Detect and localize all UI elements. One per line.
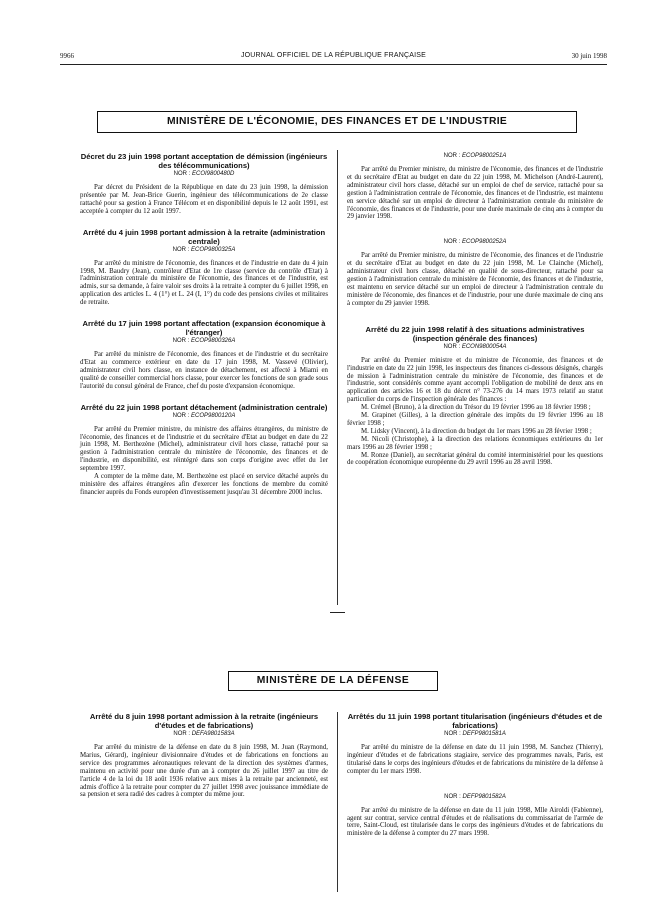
nor-reference [80,246,328,255]
nor-prefix: NOR : [443,153,461,159]
section-defense-right-column [347,712,603,838]
nor-code: ECOP9800325A [190,246,236,253]
article [347,793,603,839]
nor-prefix: NOR : [173,731,191,737]
nor-code: DEFP9801581A [462,731,506,737]
article-title: Décret du 23 juin 1998 portant acceptation de démission (ingénieurs des télécommunications) [80,152,328,170]
article [80,228,328,307]
nor-reference [80,170,328,179]
article-paragraph: M. Grapinet (Gilles), à la direction générale des impôts du 19 février 1996 au 18 février 1998 ; [347,412,603,427]
section-defense-left-column [80,712,328,799]
section-economie-right-column [347,152,603,467]
journal-title: JOURNAL OFFICIEL DE LA RÉPUBLIQUE FRANÇAISE [240,52,427,59]
nor-prefix: NOR : [443,239,461,246]
article-spacer [80,391,328,403]
article-spacer [80,307,328,319]
article-paragraph: Par arrêté du ministre de la défense en date du 8 juin 1998, M. Juan (Raymond, Marius, Gérard), ingénieur divisionnaire d'études et de fabrications en fonctions au service des programmes aéronautiques relevant de la direction des systèmes d'armes, maintenu en activité pour une durée d'un an à compter du 26 juillet 1997 au titre de l'article 4 de la loi du 18 août 1936 relative aux mises à la retraite par ancienneté, est admis d'office à la retraite pour compter du 27 juillet 1998 avec jouissance immédiate de sa pension et sera radié des cadres à compter du même jour. [80,744,328,799]
article-paragraph: Par arrêté du ministre de l'économie, des finances et de l'industrie et du secrétaire d'Etat au commerce extérieur en date du 17 juin 1998, M. Vassevé (Olivier), administrateur civil hors classe, en instance de détachement, est affecté à Miami en qualité de conseiller commercial hors classe, pour exercer les fonctions de son grade sous l'autorité du consul général de France, chef du poste d'expansion économique. [80,351,328,390]
article [347,238,603,307]
article-title: Arrêté du 4 juin 1998 portant admission à la retraite (administration centrale) [82,227,326,246]
nor-code: DEFP9801582A [462,793,506,800]
article [80,403,328,497]
article-paragraph: Par arrêté du ministre de la défense en date du 11 juin 1998, Mlle Airoldi (Fabienne), agent sur contrat, service central d'études et de réalisations du commissariat de l'armée de terre, Saint-Cloud, est titularisée dans le corps des ingénieurs d'études et de fabrications du ministère de la défense à compter du 27 mars 1998. [347,806,603,838]
nor-reference [347,343,603,352]
nor-prefix: NOR : [172,338,190,345]
article-paragraph: Par arrêté du Premier ministre, du ministre de l'économie, des finances et de l'industrie et du secrétaire d'Etat au budget en date du 22 juin 1998, M. Michelson (André-Laurent), administrateur civil hors classe, détaché sur un emploi de chef de service, rattaché pour sa gestion à l'administration centrale de l'économie, des finances et de l'industrie, est maintenu en service détaché sur un emploi de directeur à l'administration centrale du ministère de l'économie, des finances et de l'industrie, pour une durée maximale de cinq ans à compter du 29 janvier 1998. [347,166,603,221]
nor-reference [347,793,603,802]
nor-code: ECOI9800480D [191,171,235,177]
nor-reference [347,152,603,161]
page-header [60,52,607,62]
article-title: Arrêté du 17 juin 1998 portant affectation (expansion économique à l'étranger) [82,319,326,338]
section-economie-left-column [80,152,328,497]
nor-code: ECOP9800251A [461,153,507,159]
nor-reference [80,730,328,739]
article-spacer [347,221,603,238]
nor-prefix: NOR : [443,343,461,350]
issue-date: 30 juin 1998 [571,52,607,60]
article-spacer [347,776,603,793]
nor-code: ECOP9800120A [190,412,236,419]
nor-code: ECOP9800326A [190,338,236,345]
article-paragraph: Par arrêté du Premier ministre, du ministre de l'économie, des finances et de l'industrie et du secrétaire d'Etat au budget en date du 22 juin 1998, M. Le Clainche (Michel), administrateur civil hors classe, détaché en qualité de sous-directeur, rattaché pour sa gestion à l'administration centrale du ministère de l'économie, des finances et de l'industrie, est maintenu en service détaché sur un emploi de directeur à l'administration centrale du ministère de l'économie, des finances et de l'industrie, pour une durée maximale de cinq ans à compter du 29 janvier 1998. [347,252,603,307]
article [347,712,603,776]
article-paragraph: Par décret du Président de la République en date du 23 juin 1998, la démission présentée par M. Jean-Brice Guerin, ingénieur des télécommunications de 2e classe rattaché pour sa gestion à France Télécom et en disponibilité depuis le 12 août 1991, est acceptée à compter du 12 août 1997. [80,184,328,215]
article [347,325,603,468]
article [80,152,328,216]
ministry-banner-economie: MINISTÈRE DE L'ÉCONOMIE, DES FINANCES ET DE L'INDUSTRIE [97,111,577,133]
nor-reference [347,730,603,739]
article-spacer [80,216,328,228]
nor-prefix: NOR : [172,412,190,419]
nor-reference [80,337,328,346]
article [80,712,328,799]
article-paragraph: M. Nicoli (Christophe), à la direction des relations économiques extérieures du 1er mars 1996 au 28 février 1998 ; [347,435,603,451]
section-end-rule [330,612,345,613]
page-number: 9966 [60,52,74,60]
article-title: Arrêté du 22 juin 1998 relatif à des situations administratives (inspection générale des finances) [365,324,585,343]
article [347,152,603,221]
article-spacer [347,308,603,325]
article [80,319,328,391]
article-paragraph: Par arrêté du Premier ministre, du ministre des affaires étrangères, du ministre de l'économie, des finances et de l'industrie et du secrétaire d'Etat au budget en date du 22 juin 1998, M. Berthezène (Michel), administrateur civil hors classe, rattaché pour sa gestion à l'administration centrale du ministère de l'économie, des finances et de l'industrie, en disponibilité, est réintégré dans son corps d'origine avec effet du 1er septembre 1997. [80,425,328,473]
article-paragraph: Par arrêté du ministre de l'économie, des finances et de l'industrie en date du 4 juin 1998, M. Baudry (Jean), contrôleur d'Etat de 1re classe (service du contrôle d'Etat) à l'administration centrale du ministère de l'économie, des finances et de l'industrie, est admis, sur sa demande, à faire valoir ses droits à la retraite à compter du 6 juillet 1998, en application des articles L. 4 (1°) et L. 24 (I, 1°) du code des pensions civiles et militaires de retraite. [80,259,328,307]
nor-prefix: NOR : [444,793,461,800]
article-title: Arrêtés du 11 juin 1998 portant titularisation (ingénieurs d'études et de fabrications) [347,712,603,730]
nor-code: ECON9800054A [461,343,507,350]
nor-reference [80,412,328,421]
article-paragraph: A compter de la même date, M. Berthezène est placé en service détaché auprès du ministère des affaires étrangères afin d'exercer les fonctions de membre du comité financier auprès du Fonds européen d'investissement jusqu'au 31 décembre 2000 inclus. [80,473,328,496]
article-title: Arrêté du 22 juin 1998 portant détachement (administration centrale) [80,402,328,412]
ministry-banner-defense: MINISTÈRE DE LA DÉFENSE [228,671,438,691]
nor-reference [347,238,603,247]
header-rule [60,64,607,65]
article-paragraph: M. Crémel (Bruno), à la direction du Trésor du 19 février 1996 au 18 février 1998 ; [361,404,591,412]
nor-prefix: NOR : [172,246,190,253]
column-divider [337,150,338,605]
article-paragraph: Par arrêté du ministre de la défense en date du 11 juin 1998, M. Sanchez (Thierry), ingénieur d'études et de fabrications stagiaire, service des programmes navals, Paris, est titularisé dans le corps des ingénieurs d'études et de fabrications du ministère de la défense à compter du 1er mars 1998. [347,744,603,775]
nor-prefix: NOR : [173,171,191,177]
column-divider-defense [337,712,338,892]
article-paragraph: M. Ronze (Daniel), au secrétariat général du comité interministériel pour les questions de coopération économique européenne du 29 avril 1996 au 28 avril 1998. [347,451,603,467]
article-paragraph: Par arrêté du Premier ministre et du ministre de l'économie, des finances et de l'industrie en date du 22 juin 1998, les inspecteurs des finances ci-dessous désignés, chargés de mission à l'administration centrale du ministère de l'économie, des finances et de l'industrie, sont considérés comme ayant accompli l'obligation de mobilité de deux ans en application des articles 16 et 18 du décret n° 73-276 du 14 mars 1973 relatif au statut particulier du corps de l'inspection générale des finances : [347,356,603,404]
nor-prefix: NOR : [444,731,461,737]
article-paragraph: M. Lidsky (Vincent), à la direction du budget du 1er mars 1996 au 28 février 1998 ; [361,427,592,435]
article-title: Arrêté du 8 juin 1998 portant admission à la retraite (ingénieurs d'études et de fabrications) [89,712,319,730]
nor-code: ECOP9800252A [461,239,507,246]
nor-code: DEFA9801583A [191,731,235,737]
